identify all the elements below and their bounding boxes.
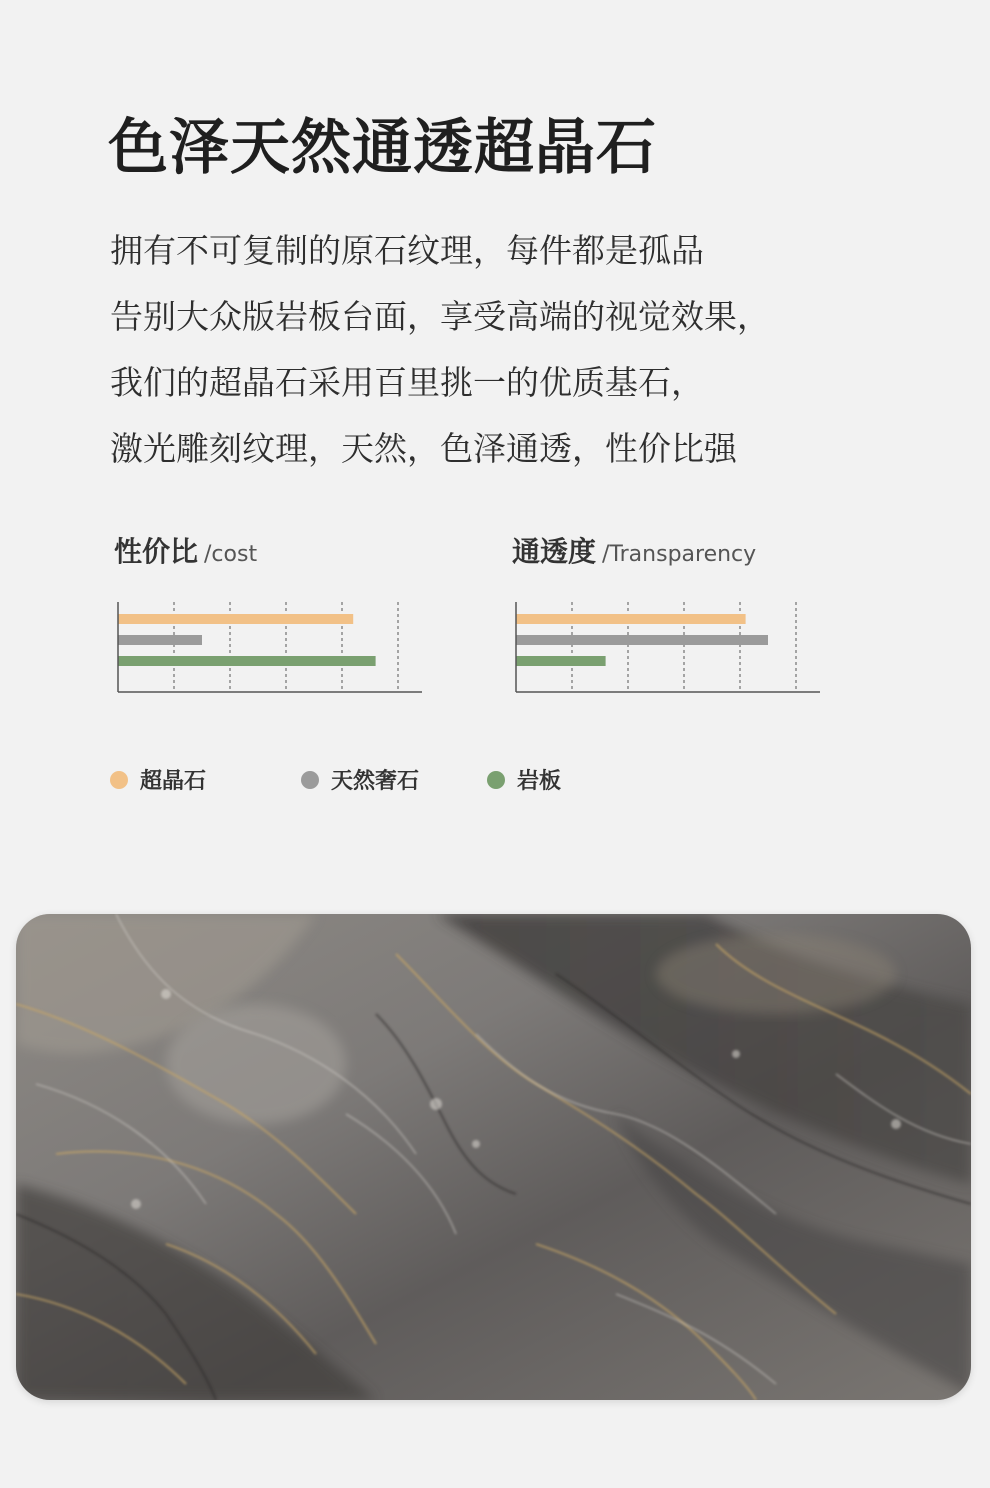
chart-legend xyxy=(110,764,630,798)
cost-chart-heading xyxy=(114,530,257,570)
chart-bar-slab xyxy=(516,656,606,666)
legend-label: 岩板 xyxy=(517,769,562,794)
transparency-chart xyxy=(512,530,756,570)
legend-label: 超晶石 xyxy=(140,769,207,794)
legend-dot xyxy=(110,771,128,789)
page-title: 色泽天然通透超晶石 xyxy=(108,113,657,183)
transparency-chart-heading xyxy=(512,530,756,570)
legend-dot xyxy=(301,771,319,789)
chart-bar-crystal-stone xyxy=(118,614,353,624)
marble-slab-image xyxy=(16,914,971,1400)
legend-dot xyxy=(487,771,505,789)
legend-label: 天然奢石 xyxy=(331,769,420,794)
description xyxy=(110,218,770,482)
cost-chart-plot xyxy=(114,596,434,706)
chart-bar-crystal-stone xyxy=(516,614,746,624)
transparency-chart-plot xyxy=(512,596,832,706)
legend-item xyxy=(301,764,419,798)
cost-chart xyxy=(114,530,257,570)
legend-item xyxy=(110,764,206,798)
cost-chart-title: 性价比 xyxy=(114,535,199,568)
chart-bar-natural-stone xyxy=(516,635,768,645)
transparency-chart-subtitle: /Transparency xyxy=(602,542,757,567)
cost-chart-subtitle: /cost xyxy=(204,542,258,567)
description-line: 我们的超晶石采用百里挑一的优质基石， xyxy=(110,363,704,402)
description-line: 激光雕刻纹理，天然，色泽通透，性价比强 xyxy=(110,429,737,468)
transparency-chart-title: 通透度 xyxy=(512,535,597,568)
description-line: 告别大众版岩板台面，享受高端的视觉效果， xyxy=(110,297,770,336)
description-line: 拥有不可复制的原石纹理，每件都是孤品 xyxy=(110,231,704,270)
chart-bar-slab xyxy=(118,656,376,666)
chart-bar-natural-stone xyxy=(118,635,202,645)
legend-item xyxy=(487,764,561,798)
